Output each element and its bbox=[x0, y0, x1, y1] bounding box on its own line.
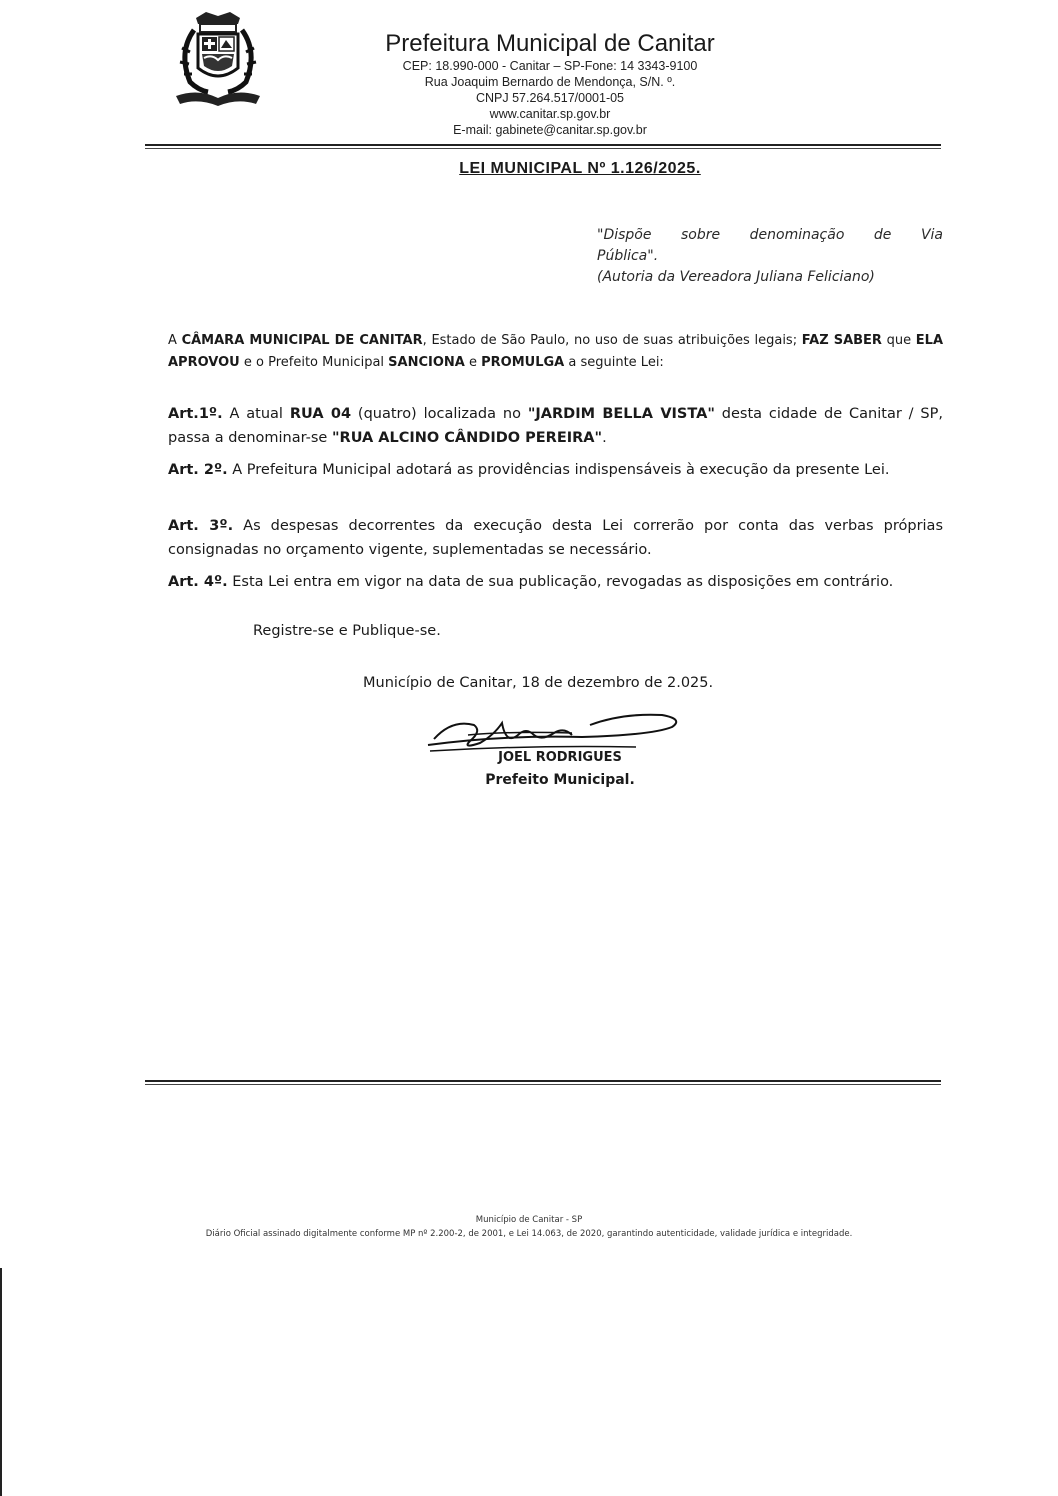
signer-role: Prefeito Municipal. bbox=[485, 772, 635, 788]
header-divider-thin bbox=[145, 148, 941, 149]
issuer-website: www.canitar.sp.gov.br bbox=[489, 107, 611, 121]
issuer-contact bbox=[300, 58, 800, 138]
article-4-label: Art. 4º. bbox=[168, 574, 228, 590]
ementa-line-2: Pública". bbox=[597, 248, 659, 264]
signer-name: JOEL RODRIGUES bbox=[498, 750, 622, 765]
article-3: Art. 3º. As despesas decorrentes da execução desta Lei correrão por conta das verbas próprias consignadas no orçamento vigente, suplementadas se necessário. bbox=[168, 518, 943, 558]
issuer-title: Prefeitura Municipal de Canitar bbox=[385, 30, 715, 57]
issuer-email: E-mail: gabinete@canitar.sp.gov.br bbox=[453, 123, 647, 137]
issuer-cep-phone: CEP: 18.990-000 - Canitar – SP-Fone: 14 3343-9100 bbox=[402, 59, 698, 73]
preamble: A CÂMARA MUNICIPAL DE CANITAR, Estado de São Paulo, no uso de suas atribuições legais; FAZ SABER que ELA APROVOU e o Prefeito Municipal SANCIONA e PROMULGA a seguinte Lei: bbox=[168, 333, 944, 370]
ementa-authorship: (Autoria da Vereadora Juliana Feliciano) bbox=[597, 269, 875, 285]
footer-certification-note: Diário Oficial assinado digitalmente conforme MP nº 2.200-2, de 2001, e Lei 14.063, de 2020, garantindo autenticidade, validade jurídica e integridade. bbox=[205, 1229, 853, 1239]
article-1: Art.1º. A atual RUA 04 (quatro) localizada no "JARDIM BELLA VISTA" desta cidade de Canitar / SP, passa a denominar-se "RUA ALCINO CÂNDIDO PEREIRA". bbox=[168, 406, 943, 446]
new-street-name: "RUA ALCINO CÂNDIDO PEREIRA" bbox=[331, 430, 603, 446]
issuer-address: Rua Joaquim Bernardo de Mendonça, S/N. º. bbox=[424, 75, 676, 89]
footer-municipality: Município de Canitar - SP bbox=[475, 1215, 583, 1225]
scan-edge-line bbox=[0, 1268, 2, 1496]
article-2-label: Art. 2º. bbox=[168, 462, 228, 478]
law-ementa bbox=[597, 225, 943, 288]
header-divider bbox=[145, 144, 941, 146]
place-and-date: Município de Canitar, 18 de dezembro de 2.025. bbox=[363, 675, 714, 691]
issuer-cnpj: CNPJ 57.264.517/0001-05 bbox=[475, 91, 625, 105]
camara-name: CÂMARA MUNICIPAL DE CANITAR bbox=[181, 333, 423, 348]
article-4: Art. 4º. Esta Lei entra em vigor na data de sua publicação, revogadas as disposições em contrário. bbox=[168, 574, 894, 590]
footer-divider-thin bbox=[145, 1084, 941, 1085]
closing-formula: Registre-se e Publique-se. bbox=[253, 623, 441, 639]
ementa-line-1: "Dispõe sobre denominação de Via bbox=[597, 227, 943, 243]
coat-of-arms-icon bbox=[168, 8, 268, 108]
footer-divider bbox=[145, 1080, 941, 1082]
article-3-label: Art. 3º. bbox=[168, 518, 234, 534]
article-1-label: Art.1º. bbox=[168, 406, 223, 422]
law-title: LEI MUNICIPAL Nº 1.126/2025. bbox=[459, 160, 701, 177]
article-2: Art. 2º. A Prefeitura Municipal adotará as providências indispensáveis à execução da presente Lei. bbox=[168, 462, 890, 478]
